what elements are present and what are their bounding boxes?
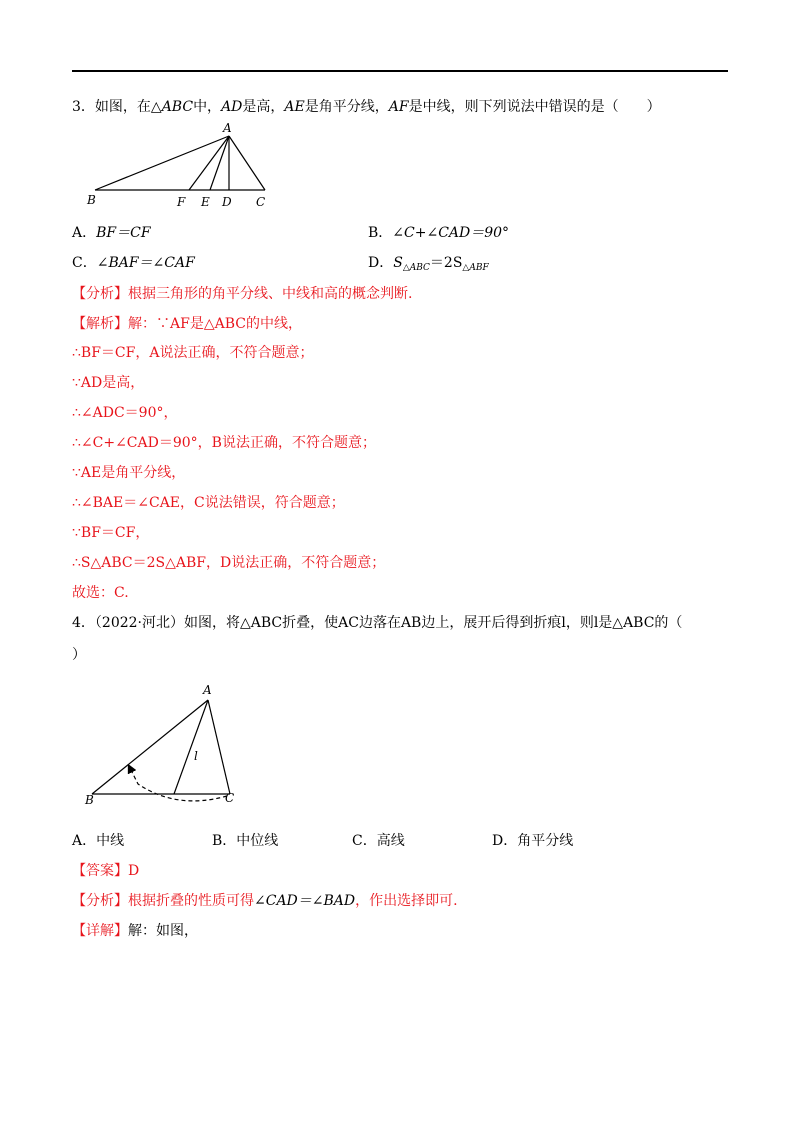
q4-analysis: 【分析】根据折叠的性质可得∠CAD＝∠BAD，作出选择即可. [72,893,458,909]
q3-solution-line-10: 故选：C. [72,585,129,601]
q4-option-a: A．中线 [72,833,125,849]
q3-solution-line-8: ∵BF＝CF， [72,525,150,541]
q3-triangle-figure [85,118,285,210]
q4-label-b: B [85,793,94,807]
q3-solution-line-9: ∴S△ABC＝2S△ABF，D说法正确，不符合题意； [72,555,386,571]
q3-solution-line-5: ∴∠C+∠CAD＝90°，B说法正确，不符合题意； [72,435,376,451]
q3-label-c: C [256,195,266,209]
q4-option-d: D．角平分线 [492,833,574,849]
q3-label-f: F [177,195,186,209]
q4-answer: 【答案】D [72,863,140,879]
q4-option-c: C．高线 [352,833,405,849]
q3-analysis: 【分析】根据三角形的角平分线、中线和高的概念判断. [72,286,413,302]
header-rule [72,70,728,72]
q3-label-e: E [201,195,210,209]
q4-fold-figure [82,680,252,810]
q4-stem-line-1: 4．（2022·河北）如图，将△ABC折叠，使AC边落在AB边上，展开后得到折痕l，则l是△ABC的（ [72,615,683,631]
q3-solution-line-7: ∴∠BAE＝∠CAE，C说法错误，符合题意； [72,495,345,511]
q3-label-d: D [222,195,232,209]
q3-stem: 3．如图，在△ABC中，AD是高，AE是角平分线，AF是中线，则下列说法中错误的是（ ） [72,99,661,115]
q3-solution-line-3: ∵AD是高， [72,375,145,391]
q3-solution-line-1: 【解析】解：∵AF是△ABC的中线， [72,316,302,332]
q4-label-l: l [194,749,198,763]
q3-solution-line-2: ∴BF＝CF，A说法正确，不符合题意； [72,345,314,361]
q3-option-d: D．$S_{\triangle ABC}=2S_{\triangle ABF}$ [368,255,489,273]
q4-option-b: B．中位线 [212,833,279,849]
q4-label-c: C [225,791,235,805]
q3-solution-line-6: ∵AE是角平分线， [72,465,186,481]
q4-detail: 【详解】解：如图， [72,923,198,939]
q4-label-a: A [203,683,212,697]
q3-label-a: A [223,121,232,135]
q3-option-b: B．∠C+∠CAD＝90° [368,225,510,241]
q3-option-a: A．BF＝CF [72,225,151,241]
q3-option-c: C．∠BAF＝∠CAF [72,255,195,271]
q4-stem-line-2: ） [72,647,86,663]
q3-label-b: B [87,193,96,207]
q3-solution-line-4: ∴∠ADC＝90°， [72,405,178,421]
